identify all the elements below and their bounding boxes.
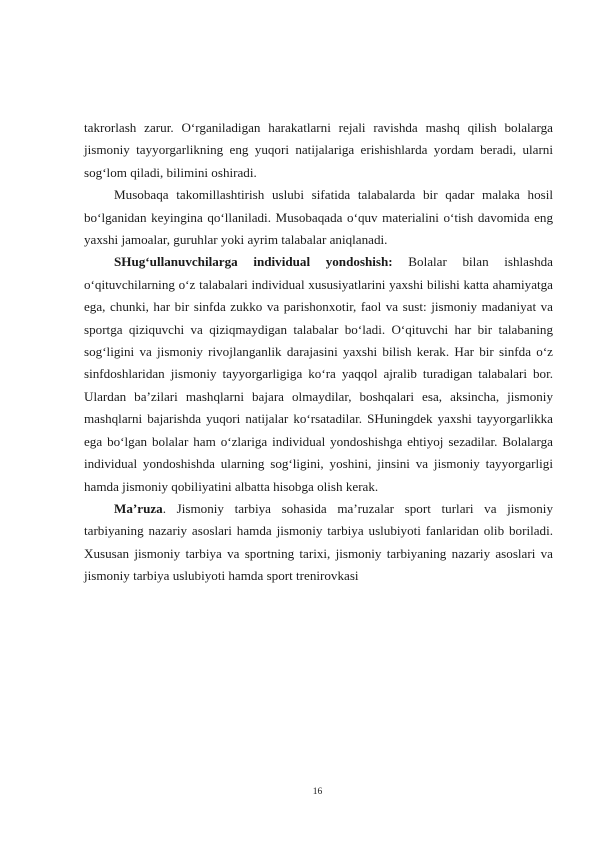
paragraph-heading-lecture: Ma’ruza (114, 500, 163, 516)
document-body (84, 117, 553, 588)
paragraph-lecture (84, 498, 553, 588)
paragraph-musobaqa: Musobaqa takomillashtirish uslubi sifatida talabalarda bir qadar malaka hosil bo‘lganidan keyingina qo‘llaniladi. Musobaqada o‘quv materialini o‘tish davomida eng yaxshi jamoalar, guruhlar yoki ayrim talabalar aniqlanadi. (84, 187, 553, 248)
paragraph-text-individual-approach: Bolalar bilan ishlashda o‘qituvchilarning o‘z talabalari individual xususiyatlarini yaxshi bilishi katta ahamiyatga ega, chunki, har bir sinfda zukko va parishonxotir, faol va sust: jismoniy madaniyat va sportga qiziquvchi va qiziqmaydigan talabalar bo‘ladi. O‘qituvchi har bir talabaning sog‘ligini va jismoniy rivojlanganlik darajasini yaxshi bilish kerak. Har bir sinfda o‘z sinfdoshlaridan jismoniy tayyorgarligiga ko‘ra yaqqol ajralib turadigan talabalari bor. Ulardan ba’zilari mashqlarni bajara olmaydilar, boshqalari esa, aksincha, jismoniy mashqlarni bajarishda yuqori natijalar ko‘rsatadilar. SHuningdek yaxshi tayyorgarlikka ega bo‘lgan bolalar ham o‘zlariga individual yondoshishga ehtiyoj sezadilar. Bolalarga individual yondoshishda ularning sog‘ligini, yoshini, jinsini va jismoniy tayyorgarligi hamda jismoniy qobiliyatini albatta hisobga olish kerak. (84, 254, 553, 494)
paragraph-text-lecture: . Jismoniy tarbiya sohasida ma’ruzalar sport turlari va jismoniy tarbiyaning nazariy asoslari hamda jismoniy tarbiya uslubiyoti fanlaridan olib boriladi. Xususan jismoniy tarbiya va sportning tarixi, jismoniy tarbiyaning nazariy asoslari va jismoniy tarbiya uslubiyoti hamda sport trenirovkasi (84, 500, 553, 584)
paragraph-individual-approach (84, 251, 553, 497)
paragraph-continuation: takrorlash zarur. O‘rganiladigan harakatlarni rejali ravishda mashq qilish bolalarga jismoniy tayyorgarlikning eng yuqori natijalariga erishishlarda yordam beradi, ularni sog‘lom qiladi, bilimini oshiradi. (84, 120, 553, 180)
paragraph-heading-individual-approach: SHug‘ullanuvchilarga individual yondoshish: (114, 254, 393, 270)
page-number: 16 (312, 787, 323, 797)
